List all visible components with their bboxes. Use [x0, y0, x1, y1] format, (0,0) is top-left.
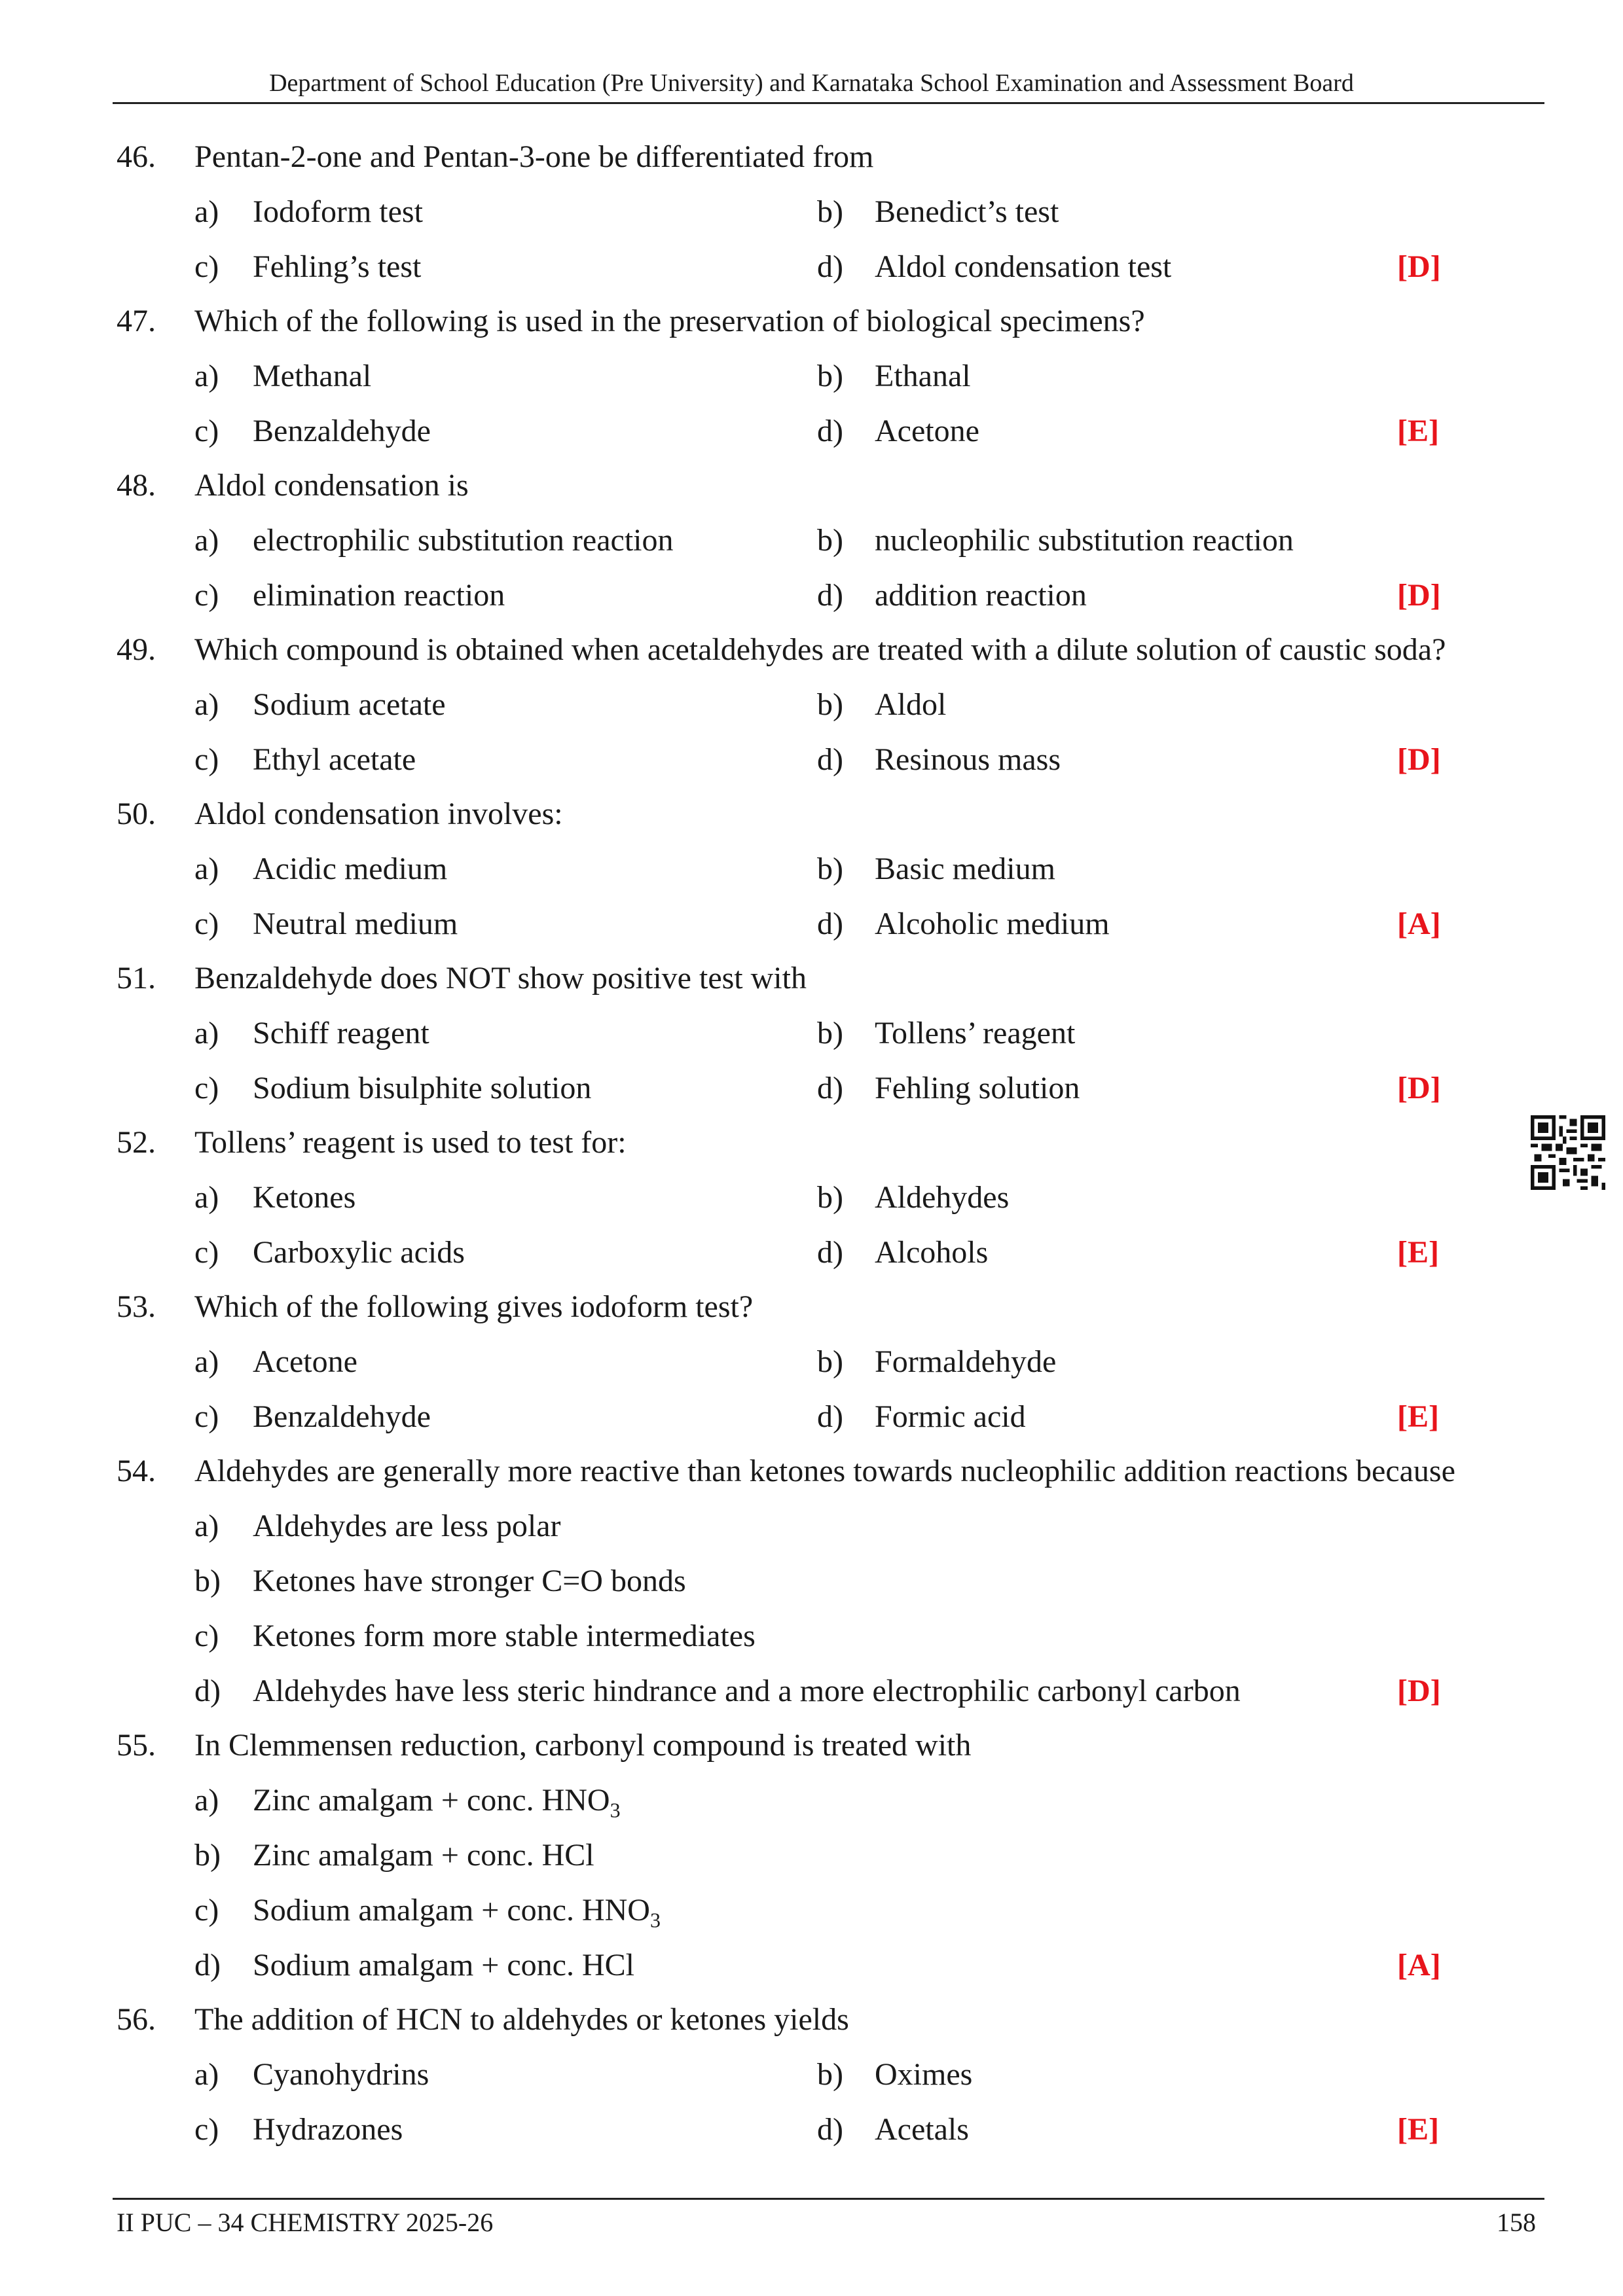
question-number: 49. — [117, 632, 156, 667]
option-label: d) — [817, 2112, 843, 2147]
option-label: c) — [194, 1235, 219, 1270]
option-label: a) — [194, 2057, 219, 2092]
option-text: Sodium amalgam + conc. HCl — [253, 1948, 634, 1982]
option-text: Formic acid — [875, 1399, 1026, 1434]
option-text: Ethyl acetate — [253, 742, 416, 777]
option-text: Methanal — [253, 359, 372, 393]
option-label: d) — [817, 1071, 843, 1105]
option-text: Benedict’s test — [875, 194, 1059, 229]
option-text: Carboxylic acids — [253, 1235, 465, 1270]
option-label: b) — [817, 1180, 843, 1215]
option-text: Aldehydes have less steric hindrance and a more electrophilic carbonyl carbon — [253, 1674, 1241, 1708]
question-number: 54. — [117, 1454, 156, 1488]
option-label: a) — [194, 852, 219, 886]
option-label: c) — [194, 1399, 219, 1434]
option-label: d) — [817, 1235, 843, 1270]
question-number: 53. — [117, 1289, 156, 1324]
option-label: a) — [194, 359, 219, 393]
question-number: 52. — [117, 1125, 156, 1160]
option-label: c) — [194, 906, 219, 941]
footer-course: II PUC – 34 CHEMISTRY 2025-26 — [117, 2208, 494, 2237]
option-text: Acetone — [875, 414, 979, 448]
option-text: Aldol condensation test — [875, 249, 1172, 284]
option-text: Sodium acetate — [253, 687, 446, 722]
question-text: Pentan-2-one and Pentan-3-one be differentiated from — [194, 139, 874, 174]
answer-key: [E] — [1397, 1399, 1439, 1434]
option-label: d) — [194, 1674, 221, 1708]
footer-rule — [113, 2198, 1544, 2200]
option-text: Basic medium — [875, 852, 1055, 886]
question-text: Tollens’ reagent is used to test for: — [194, 1125, 627, 1160]
option-text: Zinc amalgam + conc. HCl — [253, 1838, 594, 1873]
option-label: b) — [194, 1564, 221, 1598]
option-text: Benzaldehyde — [253, 1399, 431, 1434]
question-text: In Clemmensen reduction, carbonyl compound is treated with — [194, 1728, 972, 1763]
question-text: Which of the following gives iodoform test? — [194, 1289, 754, 1324]
option-text: Aldol — [875, 687, 947, 722]
option-text: Ketones have stronger C=O bonds — [253, 1564, 686, 1598]
option-label: b) — [817, 1016, 843, 1050]
option-label: d) — [817, 1399, 843, 1434]
option-text: Tollens’ reagent — [875, 1016, 1076, 1050]
option-label: c) — [194, 2112, 219, 2147]
question-number: 48. — [117, 468, 156, 503]
option-text: Formaldehyde — [875, 1344, 1057, 1379]
subscript: 3 — [610, 1798, 621, 1822]
question-text: Aldol condensation involves: — [194, 797, 563, 831]
option-text: Alcohols — [875, 1235, 989, 1270]
option-label: a) — [194, 1783, 219, 1818]
option-label: a) — [194, 194, 219, 229]
question-number: 56. — [117, 2002, 156, 2037]
option-label: a) — [194, 687, 219, 722]
option-label: a) — [194, 1509, 219, 1543]
option-label: b) — [817, 194, 843, 229]
option-text: Ethanal — [875, 359, 971, 393]
answer-key: [E] — [1397, 414, 1439, 448]
question-number: 47. — [117, 304, 156, 338]
option-text: Hydrazones — [253, 2112, 403, 2147]
option-text: nucleophilic substitution reaction — [875, 523, 1294, 558]
option-text: Ketones form more stable intermediates — [253, 1619, 756, 1653]
option-label: b) — [817, 852, 843, 886]
option-label: c) — [194, 742, 219, 777]
option-label: c) — [194, 414, 219, 448]
answer-key: [D] — [1397, 249, 1441, 284]
option-text: Oximes — [875, 2057, 973, 2092]
option-text: Acetals — [875, 2112, 969, 2147]
option-label: a) — [194, 523, 219, 558]
subscript: 3 — [649, 1908, 661, 1932]
option-label: d) — [817, 578, 843, 613]
option-text: Cyanohydrins — [253, 2057, 429, 2092]
option-label: b) — [817, 1344, 843, 1379]
option-label: d) — [817, 414, 843, 448]
option-text: Iodoform test — [253, 194, 423, 229]
option-text: Neutral medium — [253, 906, 458, 941]
page-header: Department of School Education (Pre University) and Karnataka School Examination and Assessment Board — [269, 69, 1354, 97]
option-text: Benzaldehyde — [253, 414, 431, 448]
question-number: 51. — [117, 961, 156, 996]
option-label: c) — [194, 578, 219, 613]
option-label: d) — [194, 1948, 221, 1982]
option-text: Acidic medium — [253, 852, 448, 886]
option-label: c) — [194, 1071, 219, 1105]
question-number: 46. — [117, 139, 156, 174]
option-label: c) — [194, 249, 219, 284]
question-text: Which compound is obtained when acetaldehydes are treated with a dilute solution of caustic soda? — [194, 632, 1446, 667]
option-text: Fehling solution — [875, 1071, 1080, 1105]
option-text — [253, 1891, 661, 1940]
option-text: electrophilic substitution reaction — [253, 523, 674, 558]
question-number: 50. — [117, 797, 156, 831]
option-text — [253, 1781, 621, 1830]
answer-key: [A] — [1397, 1948, 1441, 1982]
option-label: b) — [817, 359, 843, 393]
question-text: The addition of HCN to aldehydes or ketones yields — [194, 2002, 849, 2037]
option-text: addition reaction — [875, 578, 1087, 613]
option-text: Resinous mass — [875, 742, 1061, 777]
answer-key: [E] — [1397, 1235, 1439, 1270]
answer-key: [E] — [1397, 2112, 1439, 2147]
option-label: a) — [194, 1344, 219, 1379]
option-text: Acetone — [253, 1344, 357, 1379]
option-label: b) — [817, 687, 843, 722]
option-label: b) — [817, 523, 843, 558]
option-text-main: Sodium amalgam + conc. HNO — [253, 1893, 650, 1928]
option-text: Fehling’s test — [253, 249, 422, 284]
option-text: Ketones — [253, 1180, 356, 1215]
option-label: c) — [194, 1893, 219, 1928]
option-label: d) — [817, 906, 843, 941]
option-label: d) — [817, 742, 843, 777]
option-label: a) — [194, 1016, 219, 1050]
answer-key: [D] — [1397, 1071, 1441, 1105]
option-text: Sodium bisulphite solution — [253, 1071, 592, 1105]
option-label: b) — [194, 1838, 221, 1873]
option-label: d) — [817, 249, 843, 284]
question-text: Benzaldehyde does NOT show positive test with — [194, 961, 807, 996]
option-text: Aldehydes — [875, 1180, 1010, 1215]
answer-key: [D] — [1397, 1674, 1441, 1708]
option-text-main: Zinc amalgam + conc. HNO — [253, 1783, 610, 1818]
answer-key: [A] — [1397, 906, 1441, 941]
answer-key: [D] — [1397, 742, 1441, 777]
question-text: Aldehydes are generally more reactive than ketones towards nucleophilic addition reactions because — [194, 1454, 1455, 1488]
qr-code-icon[interactable] — [1531, 1115, 1605, 1190]
option-text: Alcoholic medium — [875, 906, 1110, 941]
page-number: 158 — [1497, 2208, 1536, 2237]
question-text: Aldol condensation is — [194, 468, 469, 503]
option-text: Aldehydes are less polar — [253, 1509, 561, 1543]
option-label: b) — [817, 2057, 843, 2092]
question-number: 55. — [117, 1728, 156, 1763]
option-label: a) — [194, 1180, 219, 1215]
answer-key: [D] — [1397, 578, 1441, 613]
question-text: Which of the following is used in the preservation of biological specimens? — [194, 304, 1145, 338]
option-text: elimination reaction — [253, 578, 505, 613]
option-text: Schiff reagent — [253, 1016, 429, 1050]
header-rule — [113, 102, 1544, 104]
option-label: c) — [194, 1619, 219, 1653]
